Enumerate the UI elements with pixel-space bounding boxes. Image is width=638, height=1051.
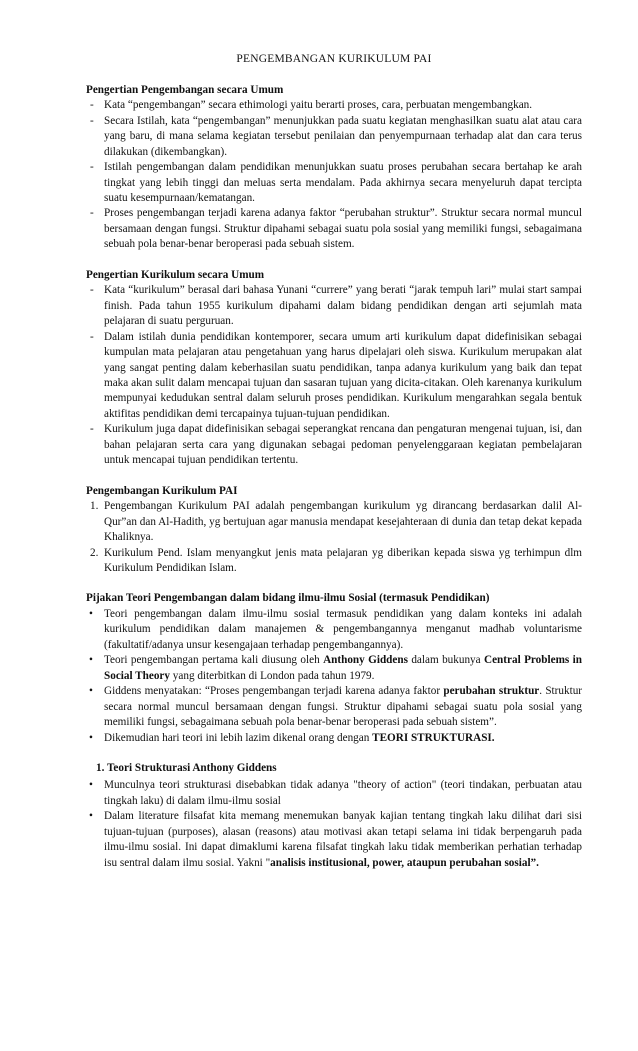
bullet-marker: • xyxy=(89,731,93,744)
item-text: Munculnya teori strukturasi disebabkan tidak adanya "theory of action" (teori tindakan, perbuatan atau tingkah laku) di dalam ilmu-ilmu sosial xyxy=(104,779,582,807)
item-bold-text: Central Problems in Social Theory xyxy=(104,654,582,682)
item-text: Kurikulum Pend. Islam menyangkut jenis mata pelajaran yg diberikan kepada siswa yg terhimpun dlm Kurikulum Pendidikan Islam. xyxy=(104,546,582,574)
subsection-title: 1. Teori Strukturasi Anthony Giddens xyxy=(96,761,277,774)
number-marker: 2. xyxy=(90,546,99,559)
dash-marker: - xyxy=(90,161,94,174)
dash-marker: - xyxy=(90,207,94,220)
list-item xyxy=(86,160,582,206)
number-marker: 1. xyxy=(90,500,99,513)
item-text: Kata “kurikulum” berasal dari bahasa Yunani “currere” yang berati “jarak tempuh lari” mulai start sampai finish. Pada tahun 1955 kurikulum dipahami dalam bidang pendidikan dengan arti sejumlah mata pelajaran di suatu perguruan. xyxy=(104,284,582,328)
bullet-marker: • xyxy=(89,779,93,792)
dash-marker: - xyxy=(90,114,94,127)
list-item xyxy=(86,499,582,545)
item-bold-text: perubahan struktur xyxy=(443,685,540,698)
bullet-marker: • xyxy=(89,810,93,823)
bullet-marker: • xyxy=(89,607,93,620)
item-text: yang diterbitkan di London pada tahun 1979. xyxy=(170,669,375,682)
list-item xyxy=(86,653,582,684)
item-text: Kurikulum juga dapat didefinisikan sebagai seperangkat rencana dan pengaturan mengenai tujuan, isi, dan bahan pelajaran serta cara yang digunakan sebagai pedoman penyelenggaraan kegiatan pembelajaran untuk mencapai tujuan pendidikan tertentu. xyxy=(104,423,582,467)
list-item xyxy=(86,330,582,423)
subsection-teori-strukturasi xyxy=(86,761,582,871)
item-text: Teori pengembangan dalam ilmu-ilmu sosial termasuk pendidikan yang dalam konteks ini adalah kurikulum pendidikan dalam manajemen & pengembangannya menganut madhab voluntarisme (fakultatif/adanya unsur kesengajaan terhadap pengembangannya). xyxy=(104,607,582,651)
section-title: Pengembangan Kurikulum PAI xyxy=(86,484,238,497)
list-item xyxy=(86,206,582,252)
item-text: Istilah pengembangan dalam pendidikan menunjukkan suatu proses perubahan secara bertahap ke arah tingkat yang lebih tinggi dan meluas serta mendalam. Pada akhirnya secara menyeluruh dapat tercipta suatu kesempurnaan/kematangan. xyxy=(104,161,582,205)
item-text: dalam bukunya xyxy=(407,654,485,667)
item-bold-text: Anthony Giddens xyxy=(323,654,408,667)
dash-marker: - xyxy=(90,330,94,343)
numbered-list xyxy=(86,499,582,576)
item-text: Proses pengembangan terjadi karena adanya faktor “perubahan struktur”. Struktur secara normal muncul bersamaan dengan fungsi. Struktur dipahami sebagai suatu pola sosial yang memiliki fungsi, sebagaimana sebuah pola benar-benar beroperasi pada sebuah sistem. xyxy=(104,207,582,251)
item-text: Giddens menyatakan: “Proses pengembangan terjadi karena adanya faktor xyxy=(104,685,444,698)
section-pengembangan-kurikulum-pai xyxy=(86,484,582,577)
dash-marker: - xyxy=(90,423,94,436)
dash-marker: - xyxy=(90,99,94,112)
item-text: Dalam literature filsafat kita memang menemukan banyak kajian tentang tingkah laku dilihat dari sisi tujuan-tujuan (purposes), alasan (reasons) atau motivasi akan tetapi selama ini tidak berpengaruh pada ilmu-ilmu sosial. Ini dapat dimaklumi karena filsafat tingkah laku tidak memberikan perhatian terhadap isu sentral dalam ilmu sosial. Yakni " xyxy=(104,810,582,869)
item-list xyxy=(86,283,582,468)
bullet-marker: • xyxy=(89,685,93,698)
list-item xyxy=(86,546,582,577)
list-item xyxy=(86,778,582,809)
item-bold-text: TEORI STRUKTURASI. xyxy=(372,731,495,744)
bullet-list xyxy=(86,778,582,871)
item-text: Dikemudian hari teori ini lebih lazim dikenal orang dengan xyxy=(104,731,373,744)
list-item xyxy=(86,98,582,113)
item-text: Teori pengembangan pertama kali diusung oleh xyxy=(104,654,324,667)
item-text: . Struktur secara normal muncul bersamaan dengan fungsi. Struktur dipahami sebagai suatu pola sosial yang memiliki fungsi, sebagaimana sebuah pola benar-benar beroperasi pada sebuah sistem”. xyxy=(104,685,583,729)
document-title: PENGEMBANGAN KURIKULUM PAI xyxy=(236,53,432,65)
item-text: Pengembangan Kurikulum PAI adalah pengembangan kurikulum yg dirancang berdasarkan dalil Al-Qur”an dan Al-Hadith, yg bertujuan agar manusia mendapat kesejahteraan di dunia dan tetap dekat kepada Khaliknya. xyxy=(104,500,582,544)
list-item xyxy=(86,809,582,871)
document-page xyxy=(86,52,582,886)
dash-marker: - xyxy=(90,284,94,297)
section-title: Pengertian Kurikulum secara Umum xyxy=(86,268,265,281)
bullet-list xyxy=(86,607,582,746)
list-item xyxy=(86,114,582,160)
list-item xyxy=(86,684,582,730)
section-title: Pijakan Teori Pengembangan dalam bidang ilmu-ilmu Sosial (termasuk Pendidikan) xyxy=(86,592,490,605)
list-item xyxy=(86,422,582,468)
bullet-marker: • xyxy=(89,654,93,667)
list-item xyxy=(86,283,582,329)
section-pengertian-kurikulum xyxy=(86,268,582,469)
item-list xyxy=(86,98,582,253)
section-pijakan-teori xyxy=(86,591,582,746)
section-title: Pengertian Pengembangan secara Umum xyxy=(86,83,284,96)
list-item xyxy=(86,607,582,653)
item-text: Secara Istilah, kata “pengembangan” menunjukkan pada suatu kegiatan menghasilkan suatu alat atau cara yang baru, di mana selama kegiatan tersebut penilaian dan penyempurnaan terhadap alat dan cara terus dilakukan (dikembangkan). xyxy=(104,114,582,158)
section-pengertian-pengembangan xyxy=(86,83,582,253)
list-item xyxy=(86,731,582,746)
item-bold-text: analisis institusional, power, ataupun perubahan sosial”. xyxy=(270,856,539,869)
item-text: Dalam istilah dunia pendidikan kontemporer, secara umum arti kurikulum dapat didefinisikan sebagai kumpulan mata pelajaran atau pengetahuan yang harus dipelajari oleh siswa. Kurikulum merupakan alat yang sangat penting dalam keberhasilan suatu pendidikan, tanpa adanya kurikulum yang baik dan tepat maka akan sulit dalam mencapai tujuan dan sasaran tujuan yang dicita-citakan. Oleh karenanya kurikulum mempunyai kedudukan sentral dalam seluruh proses pendidikan. Kurikulum mengarahkan segala bentuk aktifitas pendidikan demi tercapainya tujuan-tujuan pendidikan. xyxy=(104,330,582,420)
item-text: Kata “pengembangan” secara ethimologi yaitu berarti proses, cara, perbuatan mengembangkan. xyxy=(104,99,533,112)
